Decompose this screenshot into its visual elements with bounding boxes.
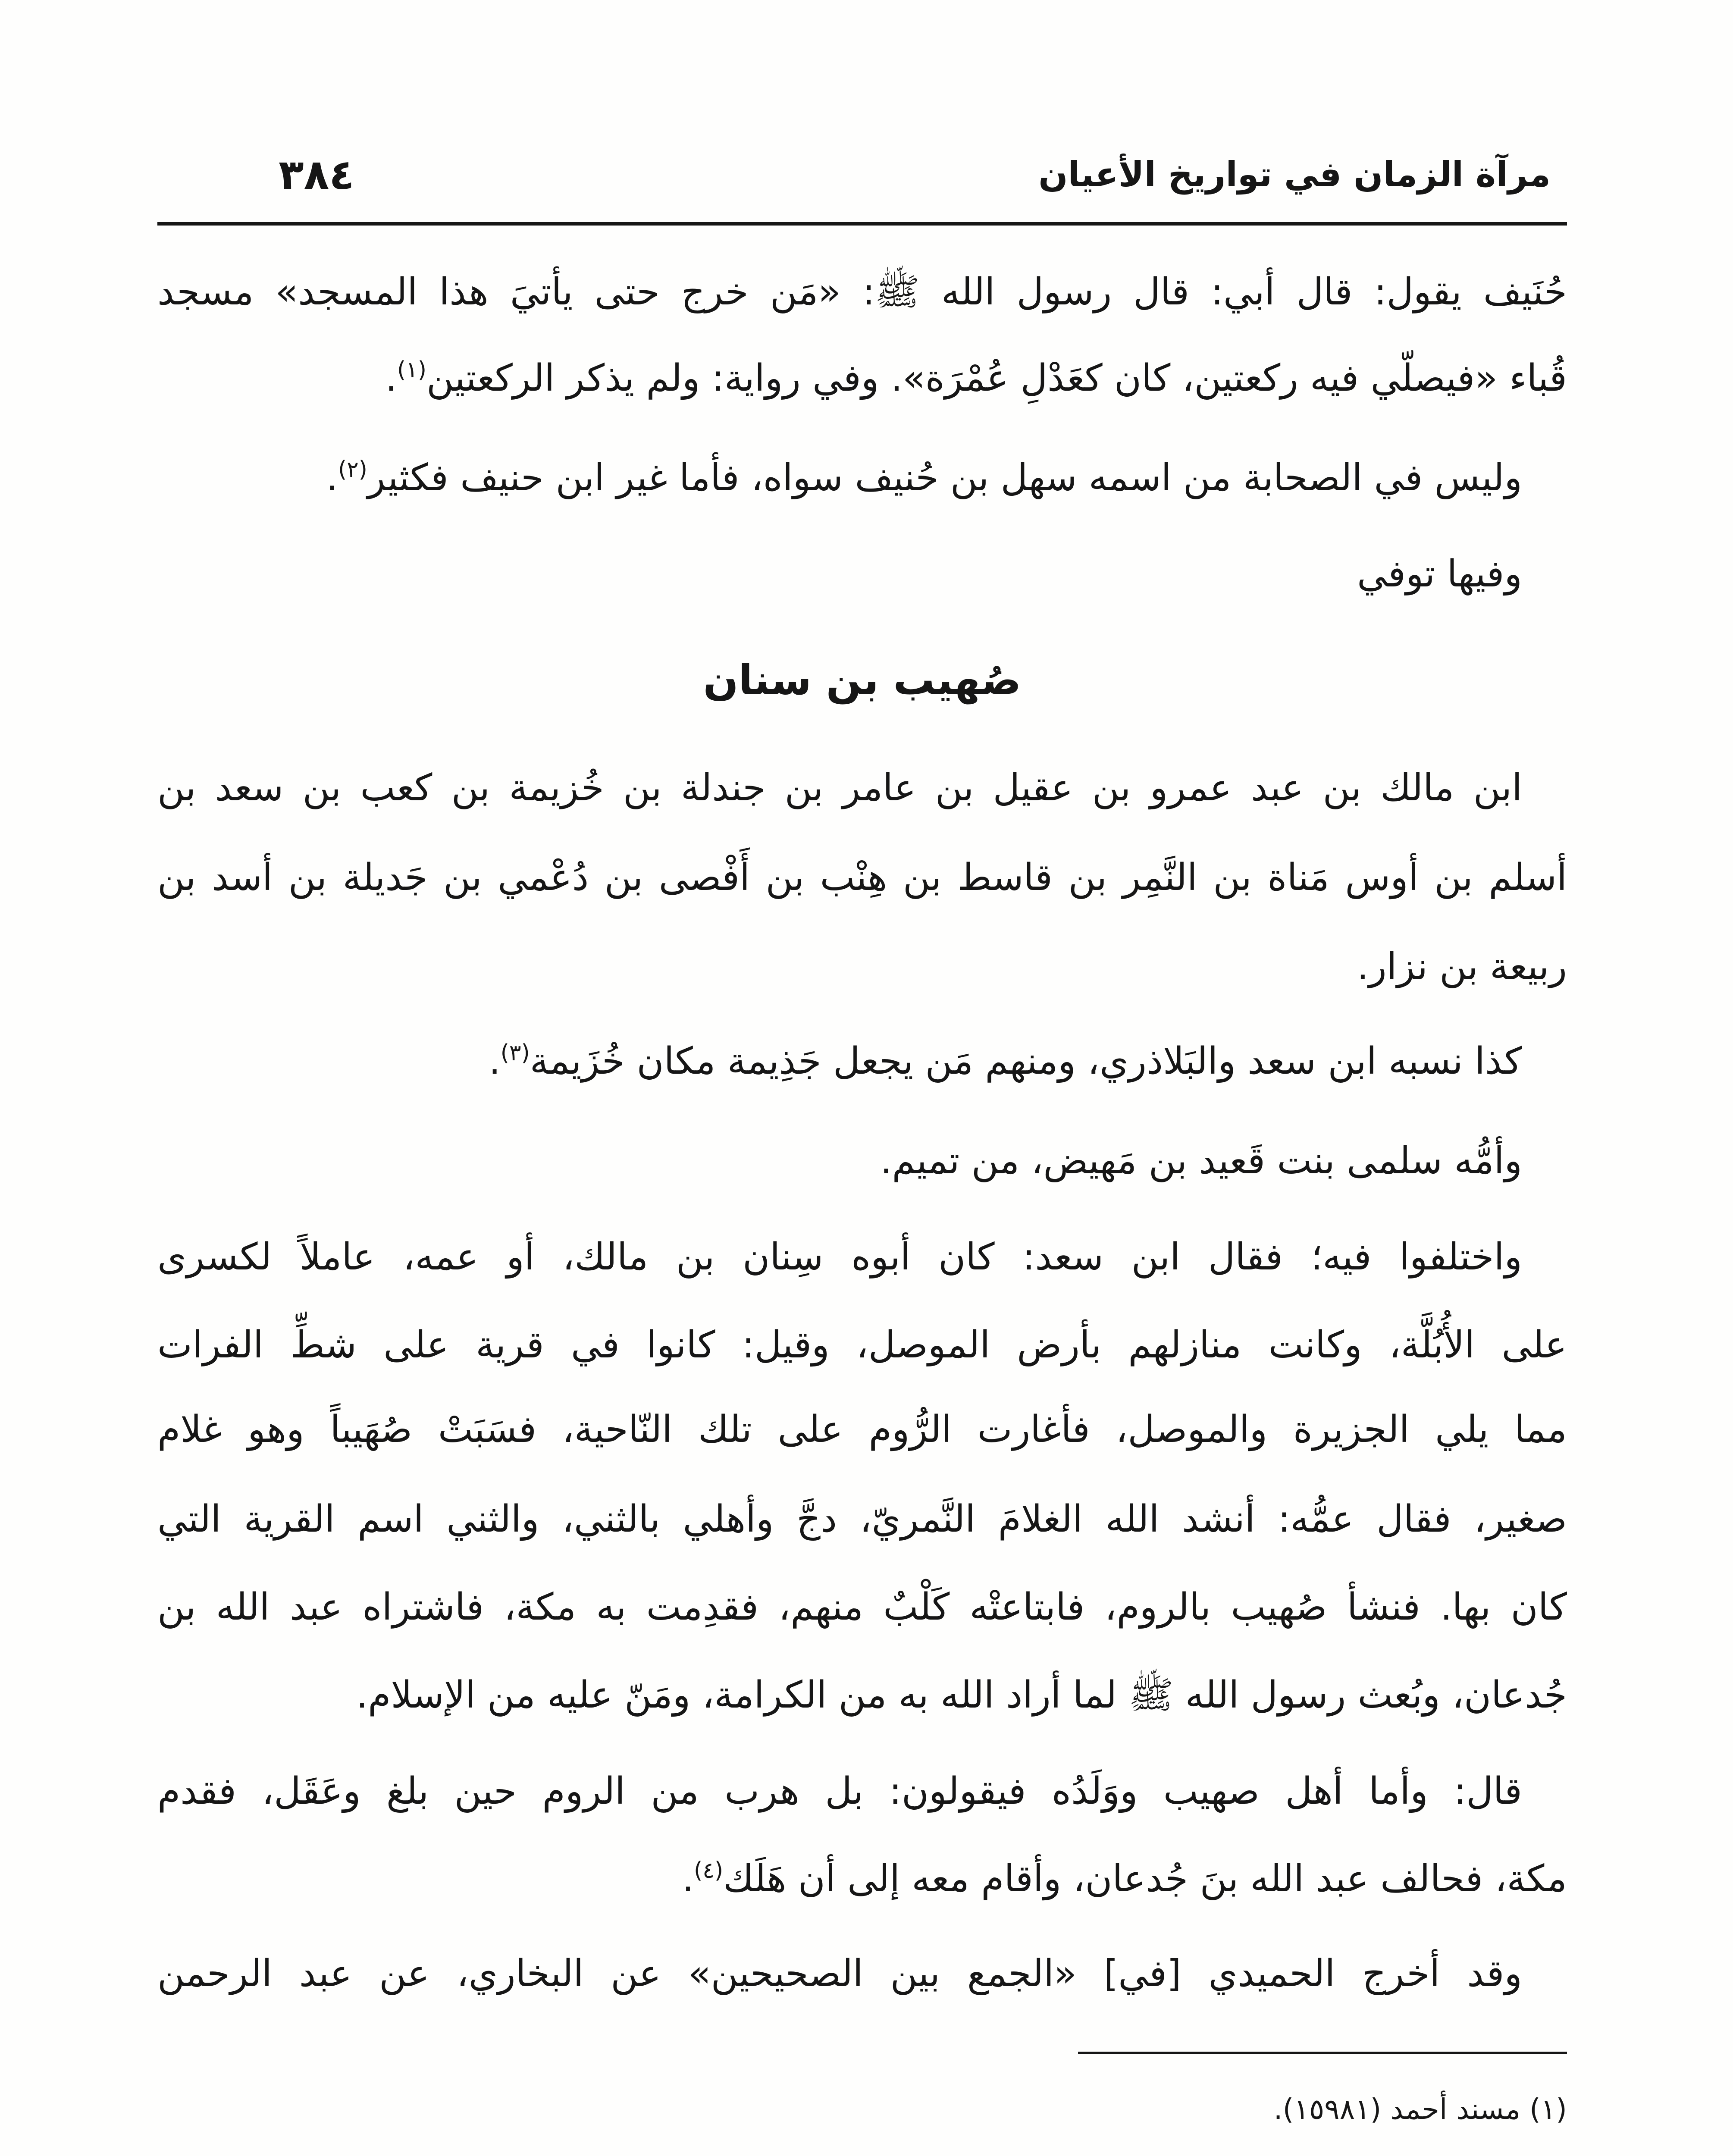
body-line: ربيعة بن نزار. bbox=[1357, 945, 1567, 988]
body-line: وفيها توفي bbox=[1357, 552, 1522, 595]
line-text: وليس في الصحابة من اسمه سهل بن حُنيف سواه، فأما غير ابن حنيف فكثير bbox=[367, 456, 1522, 499]
header-rule bbox=[157, 222, 1567, 226]
line-text: مكة، فحالف عبد الله بنَ جُدعان، وأقام معه إلى أن هَلَك bbox=[723, 1857, 1567, 1900]
line-end-punctuation: . bbox=[326, 456, 338, 499]
body-line bbox=[157, 335, 1567, 421]
footnote-reference: (٤) bbox=[694, 1858, 724, 1884]
line-end-punctuation: . bbox=[385, 357, 397, 400]
body-line: وقد أخرج الحميدي [في] «الجمع بين الصحيحين» عن البخاري، عن عبد الرحمن bbox=[157, 1952, 1522, 1995]
body-line: حُنَيف يقول: قال أبي: قال رسول الله ﷺ: «مَن خرج حتى يأتيَ هذا المسجد» مسجد bbox=[157, 270, 1567, 313]
footnote-reference: (٢) bbox=[338, 457, 367, 483]
body-line: قال: وأما أهل صهيب ووَلَدُه فيقولون: بل هرب من الروم حين بلغ وعَقَل، فقدم bbox=[157, 1770, 1522, 1813]
line-end-punctuation: . bbox=[489, 1040, 501, 1083]
body-line: كان بها. فنشأ صُهيب بالروم، فابتاعتْه كَلْبٌ منهم، فقدِمت به مكة، فاشتراه عبد الله بن bbox=[157, 1586, 1567, 1629]
body-line bbox=[157, 435, 1567, 521]
footnote-line: (١) مسند أحمد (١٥٩٨١). bbox=[1273, 2093, 1567, 2126]
body-line: وأمُّه سلمى بنت قَعيد بن مَهيض، من تميم. bbox=[880, 1139, 1522, 1182]
body-line: أسلم بن أوس مَناة بن النَّمِر بن قاسط بن هِنْب بن أَفْصى بن دُعْمي بن جَديلة بن أسد بن bbox=[157, 856, 1567, 899]
body-line bbox=[157, 1836, 1567, 1922]
body-line: جُدعان، وبُعث رسول الله ﷺ لما أراد الله به من الكرامة، ومَنّ عليه من الإسلام. bbox=[356, 1673, 1567, 1717]
section-heading: صُهيب بن سنان bbox=[703, 656, 1022, 704]
line-text: كذا نسبه ابن سعد والبَلاذري، ومنهم مَن يجعل جَذِيمة مكان خُزَيمة bbox=[530, 1040, 1522, 1083]
body-line: ابن مالك بن عبد عمرو بن عقيل بن عامر بن جندلة بن خُزيمة بن كعب بن سعد بن bbox=[157, 766, 1522, 809]
footnote-reference: (٣) bbox=[500, 1040, 530, 1066]
running-title: مرآة الزمان في تواريخ الأعيان bbox=[1038, 154, 1551, 194]
page-number: ٣٨٤ bbox=[279, 150, 354, 199]
body-line: على الأُبُلَّة، وكانت منازلهم بأرض الموصل، وقيل: كانوا في قرية على شطِّ الفرات bbox=[157, 1323, 1567, 1366]
body-line: مما يلي الجزيرة والموصل، فأغارت الرُّوم على تلك النّاحية، فسَبَتْ صُهَيباً وهو غلام bbox=[157, 1408, 1567, 1451]
body-line: واختلفوا فيه؛ فقال ابن سعد: كان أبوه سِنان بن مالك، أو عمه، عاملاً لكسرى bbox=[157, 1235, 1522, 1279]
body-line: صغير، فقال عمُّه: أنشد الله الغلامَ النَّمريّ، دجَّ وأهلي بالثني، والثني اسم القرية التي bbox=[157, 1498, 1567, 1541]
line-text: قُباء «فيصلّي فيه ركعتين، كان كعَدْلِ عُمْرَة». وفي رواية: ولم يذكر الركعتين bbox=[426, 357, 1567, 400]
footnote-rule bbox=[1078, 2052, 1567, 2054]
footnote-reference: (١) bbox=[397, 357, 426, 383]
body-line bbox=[157, 1018, 1567, 1104]
line-end-punctuation: . bbox=[682, 1857, 694, 1900]
footnote-line bbox=[157, 2153, 1567, 2156]
